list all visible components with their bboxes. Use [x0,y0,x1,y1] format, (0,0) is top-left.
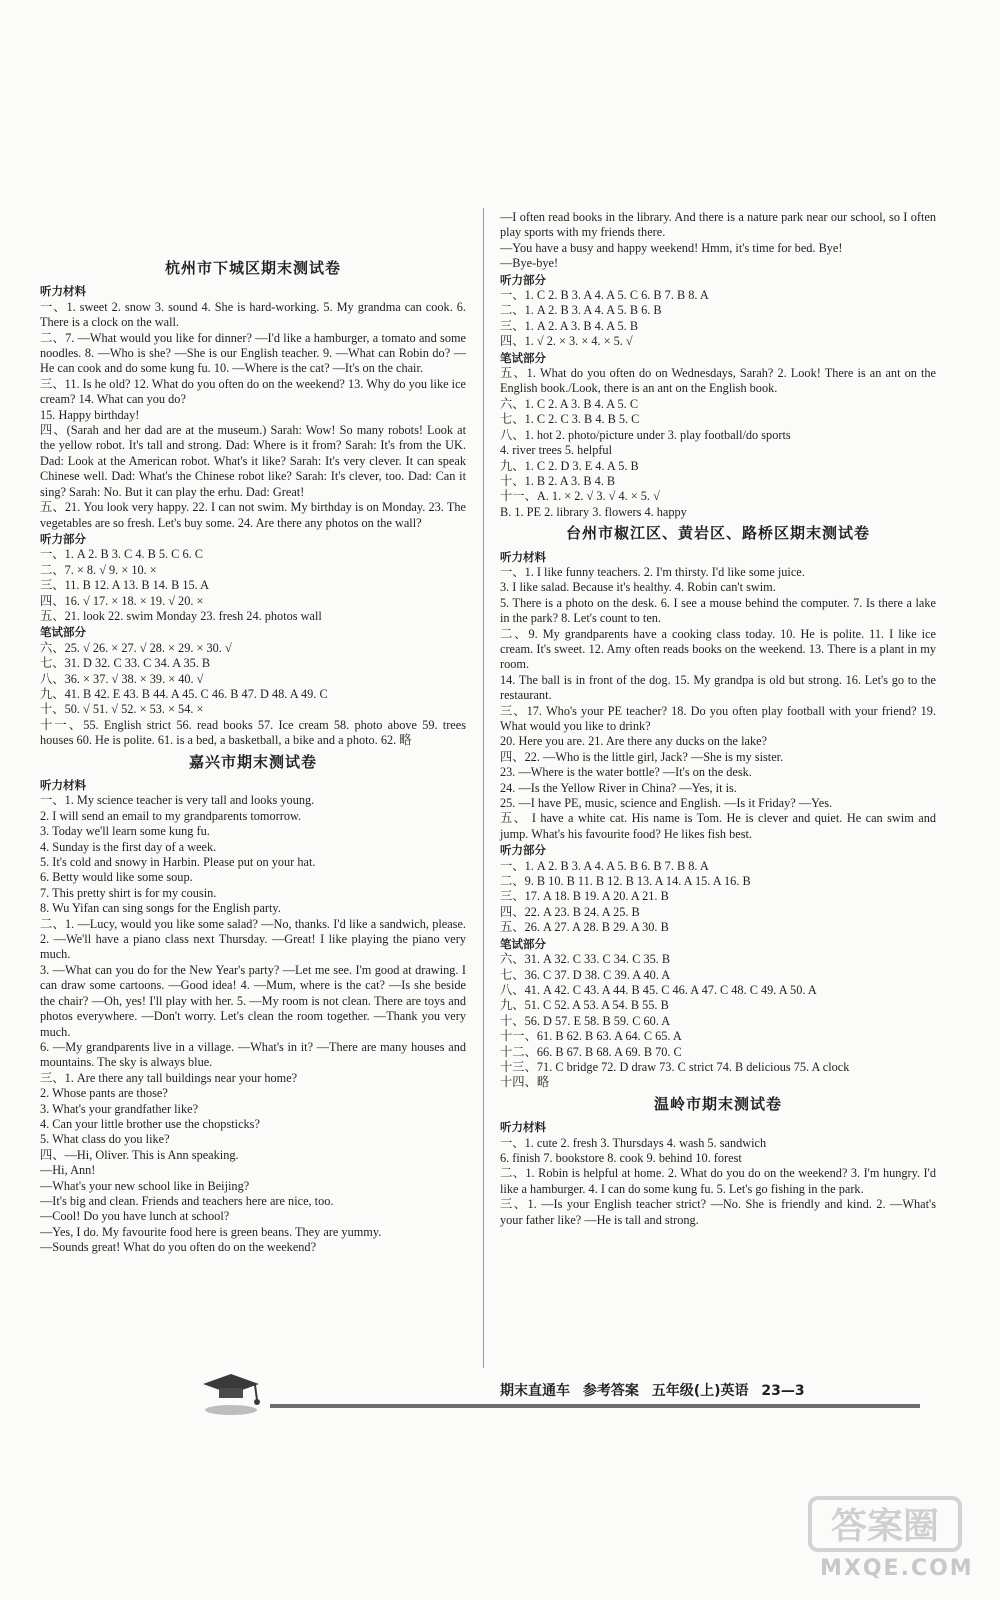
hangzhou-listening-material [40,300,466,531]
right-column [500,210,936,1228]
text-line: 七、31. D 32. C 33. C 34. A 35. B [40,656,211,671]
text-line: —I often read books in the library. And there is a nature park near our school, so I often play sports with my friends there. [500,210,936,240]
text-line: 一、1. sweet 2. snow 3. sound 4. She is hard-working. 5. My grandma can cook. 6. There is a clock on the wall. [40,299,466,330]
left-column [40,255,466,1256]
text-line: 十一、61. B 62. B 63. A 64. C 65. A [500,1029,682,1044]
text-line: —Cool! Do you have lunch at school? [40,1209,230,1224]
text-line: 3. —What can you do for the New Year's party? —Let me see. I'm good at drawing. I can draw some cartoons. —Good idea! 4. —Mum, where is the cat? —Is she beside the chair? —Oh, yes! I'll play with her. 5. —My room is not clean. There are toys and photos everywhere. —Don't worry. Let's clean the room together. —Thank you very much. [40,962,466,1039]
text-line: —Sounds great! What do you often do on the weekend? [40,1240,317,1255]
taizhou-listening-material [500,565,936,842]
text-line: 5. There is a photo on the desk. 6. I see a mouse behind the computer. 7. Is there a lake in the park? 8. Let's count to ten. [500,595,936,626]
text-line: 15. Happy birthday! [40,407,140,422]
footer-text: 期末直通车 参考答案 五年级(上)英语 23—3 [500,1383,805,1399]
text-line: 六、1. C 2. A 3. B 4. A 5. C [500,396,639,411]
text-line: 二、7. × 8. √ 9. × 10. × [40,562,157,577]
text-line: —Hi, Ann! [40,1163,96,1178]
text-line: 23. —Where is the water bottle? —It's on the desk. [500,765,752,780]
subheading-listening-material: 听力材料 [500,1120,546,1135]
text-line: 四、—Hi, Oliver. This is Ann speaking. [40,1147,239,1162]
text-line: 6. —My grandparents live in a village. —What's in it? —There are many houses and mountains. The sky is always blue. [40,1039,466,1070]
text-line: 九、51. C 52. A 53. A 54. B 55. B [500,998,669,1013]
subheading-listening-material: 听力材料 [500,549,546,564]
text-line: 3. I like salad. Because it's healthy. 4. Robin can't swim. [500,580,776,595]
text-line: 四、16. √ 17. × 18. × 19. √ 20. × [40,593,204,608]
text-line: 25. —I have PE, music, science and English. —Is it Friday? —Yes. [500,796,833,811]
text-line: —You have a busy and happy weekend! Hmm, it's time for bed. Bye! [500,240,843,255]
text-line: 5. What class do you like? [40,1132,170,1147]
text-line: 6. Betty would like some soup. [40,870,193,885]
section-title-taizhou: 台州市椒江区、黄岩区、路桥区期末测试卷 [565,524,870,543]
text-line: 八、36. × 37. √ 38. × 39. × 40. √ [40,671,204,686]
taizhou-listening-answers [500,859,936,936]
text-line: 十、50. √ 51. √ 52. × 53. × 54. × [40,702,204,717]
text-line: 2. Whose pants are those? [40,1086,168,1101]
text-line: 九、1. C 2. D 3. E 4. A 5. B [500,458,639,473]
text-line: 十二、66. B 67. B 68. A 69. B 70. C [500,1044,682,1059]
text-line: 6. finish 7. bookstore 8. cook 9. behind 10. forest [500,1150,742,1165]
subheading-listening-part: 听力部分 [500,843,546,858]
text-line: 一、1. cute 2. fresh 3. Thursdays 4. wash 5. sandwich [500,1135,767,1150]
text-line: 24. —Is the Yellow River in China? —Yes, it is. [500,780,737,795]
text-line: 十、1. B 2. A 3. B 4. B [500,473,616,488]
text-line: 三、11. Is he old? 12. What do you often do on the weekend? 13. Why do you like ice cream? 14. What can you do? [40,376,466,407]
subheading-listening-part: 听力部分 [500,272,546,287]
text-line: 八、1. hot 2. photo/picture under 3. play football/do sports [500,427,791,442]
text-line: 五、 I have a white cat. His name is Tom. He is clever and quiet. He can swim and jump. What's his favourite food? He likes fish best. [500,811,936,841]
text-line: 二、1. —Lucy, would you like some salad? —No, thanks. I'd like a sandwich, please. 2. —We'll have a piano class next Thursday. —Great! I like playing the piano very much. [40,916,466,962]
section-title-hangzhou: 杭州市下城区期末测试卷 [164,259,341,277]
text-line: 2. I will send an email to my grandparents tomorrow. [40,808,302,823]
text-line: 十三、71. C bridge 72. D draw 73. C strict 74. B delicious 75. A clock [500,1059,850,1074]
text-line: —It's big and clean. Friends and teachers here are nice, too. [40,1193,334,1208]
text-line: 4. Can your little brother use the chopsticks? [40,1116,260,1131]
text-line: 五、21. look 22. swim Monday 23. fresh 24. photos wall [40,608,322,623]
text-line: 二、1. Robin is helpful at home. 2. What do you do on the weekend? 3. I'm hungry. I'd like a hamburger. 4. I can do some kung fu. 5. Let's go fishing in the park. [500,1166,936,1196]
hangzhou-written-answers [40,641,466,749]
footer-bar [270,1404,920,1408]
watermark-text: MXQE.COM [820,1556,974,1581]
section-title-jiaxing: 嘉兴市期末测试卷 [188,752,317,771]
text-line: 三、11. B 12. A 13. B 14. B 15. A [40,578,209,593]
text-line: 四、22. —Who is the little girl, Jack? —She is my sister. [500,749,784,764]
text-line: 二、1. A 2. B 3. A 4. A 5. B 6. B [500,303,662,318]
text-line: 三、17. Who's your PE teacher? 18. Do you often play football with your friend? 19. What would you like to drink? [500,703,936,733]
subheading-written-part: 笔试部分 [40,625,86,640]
text-line: —What's your new school like in Beijing? [40,1178,250,1193]
text-line: 三、1. A 2. A 3. B 4. A 5. B [500,318,639,333]
column-divider [483,208,484,1368]
subheading-listening-material: 听力材料 [40,778,86,792]
text-line: 4. Sunday is the first day of a week. [40,839,217,854]
subheading-written-part: 笔试部分 [500,350,546,365]
text-line: 五、1. What do you often do on Wednesdays, Sarah? 2. Look! There is an ant on the English book./Look, there is an ant on the English book. [500,366,936,396]
text-line: 20. Here you are. 21. Are there any ducks on the lake? [500,734,768,749]
text-line: 5. It's cold and snowy in Harbin. Please put on your hat. [40,855,316,870]
text-line: 十一、A. 1. × 2. √ 3. √ 4. × 5. √ [500,489,660,504]
text-line: 八、41. A 42. C 43. A 44. B 45. C 46. A 47. C 48. C 49. A 50. A [500,982,817,997]
text-line: 一、1. A 2. B 3. A 4. A 5. B 6. B 7. B 8. A [500,858,709,873]
text-line: 九、41. B 42. E 43. B 44. A 45. C 46. B 47. D 48. A 49. C [40,686,328,701]
text-line: 7. This pretty shirt is for my cousin. [40,885,217,900]
hangzhou-listening-answers [40,547,466,624]
text-line: 三、17. A 18. B 19. A 20. A 21. B [500,889,669,904]
text-line: 三、1. —Is your English teacher strict? —No. She is friendly and kind. 2. —What's your father like? —He is tall and strong. [500,1197,936,1227]
jiaxing-dialogue-continued [500,210,936,272]
subheading-written-part: 笔试部分 [500,936,546,951]
text-line: 三、1. Are there any tall buildings near your home? [40,1070,298,1085]
text-line: 一、1. A 2. B 3. C 4. B 5. C 6. C [40,547,203,562]
text-line: 一、1. I like funny teachers. 2. I'm thirsty. I'd like some juice. [500,564,805,579]
text-line: 六、25. √ 26. × 27. √ 28. × 29. × 30. √ [40,640,232,655]
text-line: 3. Today we'll learn some kung fu. [40,824,210,839]
taizhou-written-answers [500,952,936,1091]
text-line: —Yes, I do. My favourite food here is green beans. They are yummy. [40,1224,382,1239]
text-line: 五、26. A 27. A 28. B 29. A 30. B [500,920,669,935]
text-line: 七、36. C 37. D 38. C 39. A 40. A [500,967,671,982]
text-line: 十四、略 [500,1075,550,1090]
text-line: B. 1. PE 2. library 3. flowers 4. happy [500,504,687,519]
text-line: —Bye-bye! [500,256,559,271]
text-line: 3. What's your grandfather like? [40,1101,199,1116]
text-line: 五、21. You look very happy. 22. I can not swim. My birthday is on Monday. 23. The vegetables are so fresh. Let's buy some. 24. Are there any photos on the wall? [40,500,466,530]
subheading-listening-part: 听力部分 [40,531,86,546]
jiaxing-listening-material [40,793,466,1255]
text-line: 14. The ball is in front of the dog. 15. My grandpa is old but strong. 16. Let's go to the restaurant. [500,672,936,703]
text-line: 六、31. A 32. C 33. C 34. C 35. B [500,952,671,967]
section-title-wenling: 温岭市期末测试卷 [653,1094,782,1113]
text-line: 十一、55. English strict 56. read books 57. Ice cream 58. photo above 59. trees houses 60. He is polite. 61. is a bed, a basketball, a bike and a photo. 62. 略 [40,717,466,748]
text-line: 四、(Sarah and her dad are at the museum.) Sarah: Wow! So many robots! Look at the yellow robot. It's tall and strong. Dad: Where is it from? Sarah: It's from the UK. Dad: Look at the American robot. What's it like? Sarah: It's very clever. It can speak Chinese well. Dad: What's the Chinese robot like? Sarah: It's clever, too. Dad: Can it sing? Sarah: No. But it can play the erhu. Dad: Great! [40,423,466,499]
svg-text:答案圈: 答案圈 [830,1506,940,1547]
subheading-listening-material: 听力材料 [40,284,86,299]
text-line: 8. Wu Yifan can sing songs for the English party. [40,901,281,916]
text-line: 四、1. √ 2. × 3. × 4. × 5. √ [500,334,633,349]
jiaxing-listening-answers [500,288,936,350]
text-line: 二、9. My grandparents have a cooking class today. 10. He is polite. 11. I like ice cream. It's sweet. 12. Amy often reads books on the weekend. 13. There is a plant in my room. [500,626,936,672]
wenling-listening-material [500,1136,936,1228]
page-footer [190,1378,950,1408]
text-line: 一、1. C 2. B 3. A 4. A 5. C 6. B 7. B 8. A [500,288,709,303]
jiaxing-written-answers [500,366,936,520]
text-line: 二、9. B 10. B 11. B 12. B 13. A 14. A 15. A 16. B [500,874,751,889]
text-line: 四、22. A 23. B 24. A 25. B [500,904,640,919]
text-line: 4. river trees 5. helpful [500,443,612,458]
text-line: 十、56. D 57. E 58. B 59. C 60. A [500,1013,671,1028]
text-line: 二、7. —What would you like for dinner? —I'd like a hamburger, a tomato and some noodles. 8. —Who is she? —She is our English teacher. 9. —What can Robin do? —He can cook and do some kung fu. 10. —Where is the cat? —It's on the chair. [40,330,466,376]
text-line: 一、1. My science teacher is very tall and looks young. [40,793,315,808]
text-line: 七、1. C 2. C 3. B 4. B 5. C [500,412,640,427]
